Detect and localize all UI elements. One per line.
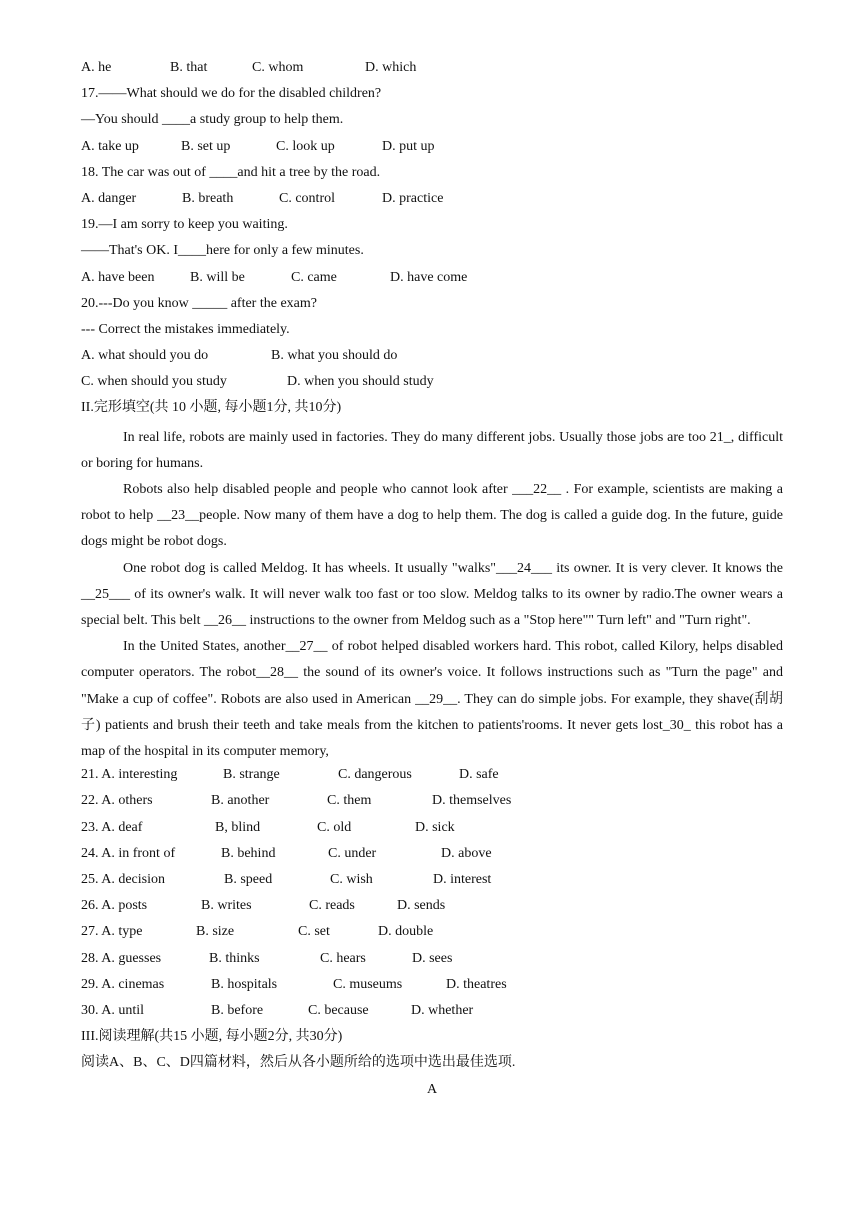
- cloze-option-row: [81, 870, 783, 896]
- option-a: 28. A. guesses: [81, 950, 162, 966]
- option-b: B. will be: [190, 269, 245, 285]
- option-c: C. them: [327, 793, 372, 809]
- option-a: 24. A. in front of: [81, 845, 176, 861]
- section3-heading: III.阅读理解(共15 小题, 每小题2分, 共30分): [81, 1029, 343, 1045]
- option-d: D. theatres: [446, 976, 507, 992]
- q17-question: 17.——What should we do for the disabled children?: [81, 86, 382, 102]
- section2-heading: II.完形填空(共 10 小题, 每小题1分, 共10分): [81, 400, 342, 416]
- paragraph-text: In real life, robots are mainly used in factories. They do many different jobs. Usually those jobs are too 21_, difficult or boring for humans.: [81, 429, 783, 471]
- option-d: D. safe: [459, 767, 499, 783]
- paragraph-text: One robot dog is called Meldog. It has wheels. It usually "walks"___24___ its owner. It is very clever. It knows the __25___ of its owner's walk. It will never walk too fast or too slow. Meldog talks to its owner by radio.The owner wears a special belt. This belt __26__ instructions to the owner from Meldog such as a "Stop here"" Turn left" and "Turn right".: [81, 560, 783, 629]
- q19-question: 19.—I am sorry to keep you waiting.: [81, 217, 288, 233]
- cloze-paragraph: [81, 425, 783, 477]
- option-c: C. when should you study: [81, 374, 227, 390]
- option-d: D. put up: [382, 138, 435, 154]
- option-c: C. whom: [252, 60, 304, 75]
- cloze-option-row: [81, 818, 783, 844]
- option-c: C. under: [328, 845, 377, 861]
- option-d: D. sick: [415, 819, 455, 835]
- option-d: D. which: [365, 60, 417, 75]
- cloze-option-row: [81, 765, 783, 791]
- option-b: B. strange: [223, 767, 280, 783]
- option-c: C. set: [298, 924, 330, 940]
- option-a: A. what should you do: [81, 348, 209, 364]
- q19-options: [81, 268, 783, 294]
- option-b: B. set up: [181, 138, 231, 154]
- option-b: B. writes: [201, 898, 252, 914]
- cloze-options: [81, 765, 783, 1027]
- q20-options-row2: [81, 372, 783, 398]
- option-d: D. whether: [411, 1002, 474, 1018]
- option-d: D. above: [441, 845, 492, 861]
- exam-page: [81, 58, 783, 1106]
- option-d: D. themselves: [432, 793, 512, 809]
- option-b: B. what you should do: [271, 348, 398, 364]
- paragraph-text: In the United States, another__27__ of robot helped disabled workers hard. This robot, called Kilory, helps disabled computer operators. The robot__28__ the sound of its owner's voice. It follows instructions such as "Turn the page" and "Make a cup of coffee". Robots are also used in American __29__. They can do simple jobs. For example, they shave(刮胡子) patients and brush their teeth and take meals from the kitchen to patients'rooms. It never gets lost_30_ this robot has a map of the hospital in its computer memory,: [81, 639, 783, 760]
- option-d: D. interest: [433, 872, 492, 888]
- q20-options-row1: [81, 346, 783, 372]
- q17-options: [81, 137, 783, 163]
- option-d: D. sees: [412, 950, 453, 966]
- passage-label: A: [426, 1081, 438, 1097]
- option-a: 23. A. deaf: [81, 819, 143, 835]
- cloze-option-row: [81, 975, 783, 1001]
- option-b: B. speed: [224, 872, 273, 888]
- cloze-option-row: [81, 922, 783, 948]
- option-a: A. take up: [81, 138, 139, 154]
- q20-question: 20.---Do you know _____ after the exam?: [81, 295, 317, 311]
- option-a: 21. A. interesting: [81, 767, 178, 783]
- option-a: 29. A. cinemas: [81, 976, 165, 992]
- option-a: 25. A. decision: [81, 872, 165, 888]
- option-c: C. because: [308, 1002, 369, 1018]
- cloze-option-row: [81, 1001, 783, 1027]
- option-c: C. control: [279, 190, 335, 206]
- option-b: B. behind: [221, 845, 276, 861]
- option-d: D. sends: [397, 898, 446, 914]
- option-c: C. museums: [333, 976, 403, 992]
- cloze-option-row: [81, 791, 783, 817]
- option-a: 27. A. type: [81, 924, 143, 940]
- option-a: A. have been: [81, 269, 155, 285]
- section3-instruction: 阅读A、B、C、D四篇材料，然后从各小题所给的选项中选出最佳选项.: [81, 1055, 516, 1071]
- option-a: 26. A. posts: [81, 898, 148, 914]
- option-b: B. before: [211, 1002, 264, 1018]
- q16-options: [81, 58, 783, 84]
- cloze-option-row: [81, 844, 783, 870]
- option-c: C. dangerous: [338, 767, 412, 783]
- option-b: B. size: [196, 924, 235, 940]
- option-c: C. wish: [330, 872, 373, 888]
- option-c: C. hears: [320, 950, 366, 966]
- option-c: C. look up: [276, 138, 335, 154]
- option-a: 30. A. until: [81, 1002, 145, 1018]
- option-d: D. practice: [382, 190, 444, 206]
- option-c: C. old: [317, 819, 352, 835]
- paragraph-text: Robots also help disabled people and people who cannot look after ___22__ . For example, scientists are making a robot to help __23__people. Now many of them have a dog to help them. The dog is called a guide dog. In the future, guide dogs might be robot dogs.: [81, 482, 783, 550]
- q18-options: [81, 189, 783, 215]
- option-a: A. he: [81, 60, 112, 75]
- option-a: 22. A. others: [81, 793, 153, 809]
- option-b: B. thinks: [209, 950, 260, 966]
- option-b: B. that: [170, 60, 208, 75]
- q19-answer-line: ——That's OK. I____here for only a few minutes.: [81, 243, 364, 259]
- q17-answer-line: —You should ____a study group to help them.: [81, 112, 344, 128]
- cloze-option-row: [81, 949, 783, 975]
- cloze-paragraph: [81, 634, 783, 765]
- q20-answer-line: --- Correct the mistakes immediately.: [81, 321, 290, 337]
- option-c: C. came: [291, 269, 337, 285]
- option-a: A. danger: [81, 190, 137, 206]
- cloze-option-row: [81, 896, 783, 922]
- q18-question: 18. The car was out of ____and hit a tree by the road.: [81, 164, 381, 180]
- option-d: D. double: [378, 924, 434, 940]
- cloze-paragraph: [81, 477, 783, 556]
- option-b: B, blind: [215, 819, 261, 835]
- option-d: D. when you should study: [287, 374, 434, 390]
- cloze-paragraph: [81, 556, 783, 635]
- option-d: D. have come: [390, 269, 468, 285]
- option-c: C. reads: [309, 898, 355, 914]
- option-b: B. another: [211, 793, 270, 809]
- option-b: B. breath: [182, 190, 234, 206]
- option-b: B. hospitals: [211, 976, 278, 992]
